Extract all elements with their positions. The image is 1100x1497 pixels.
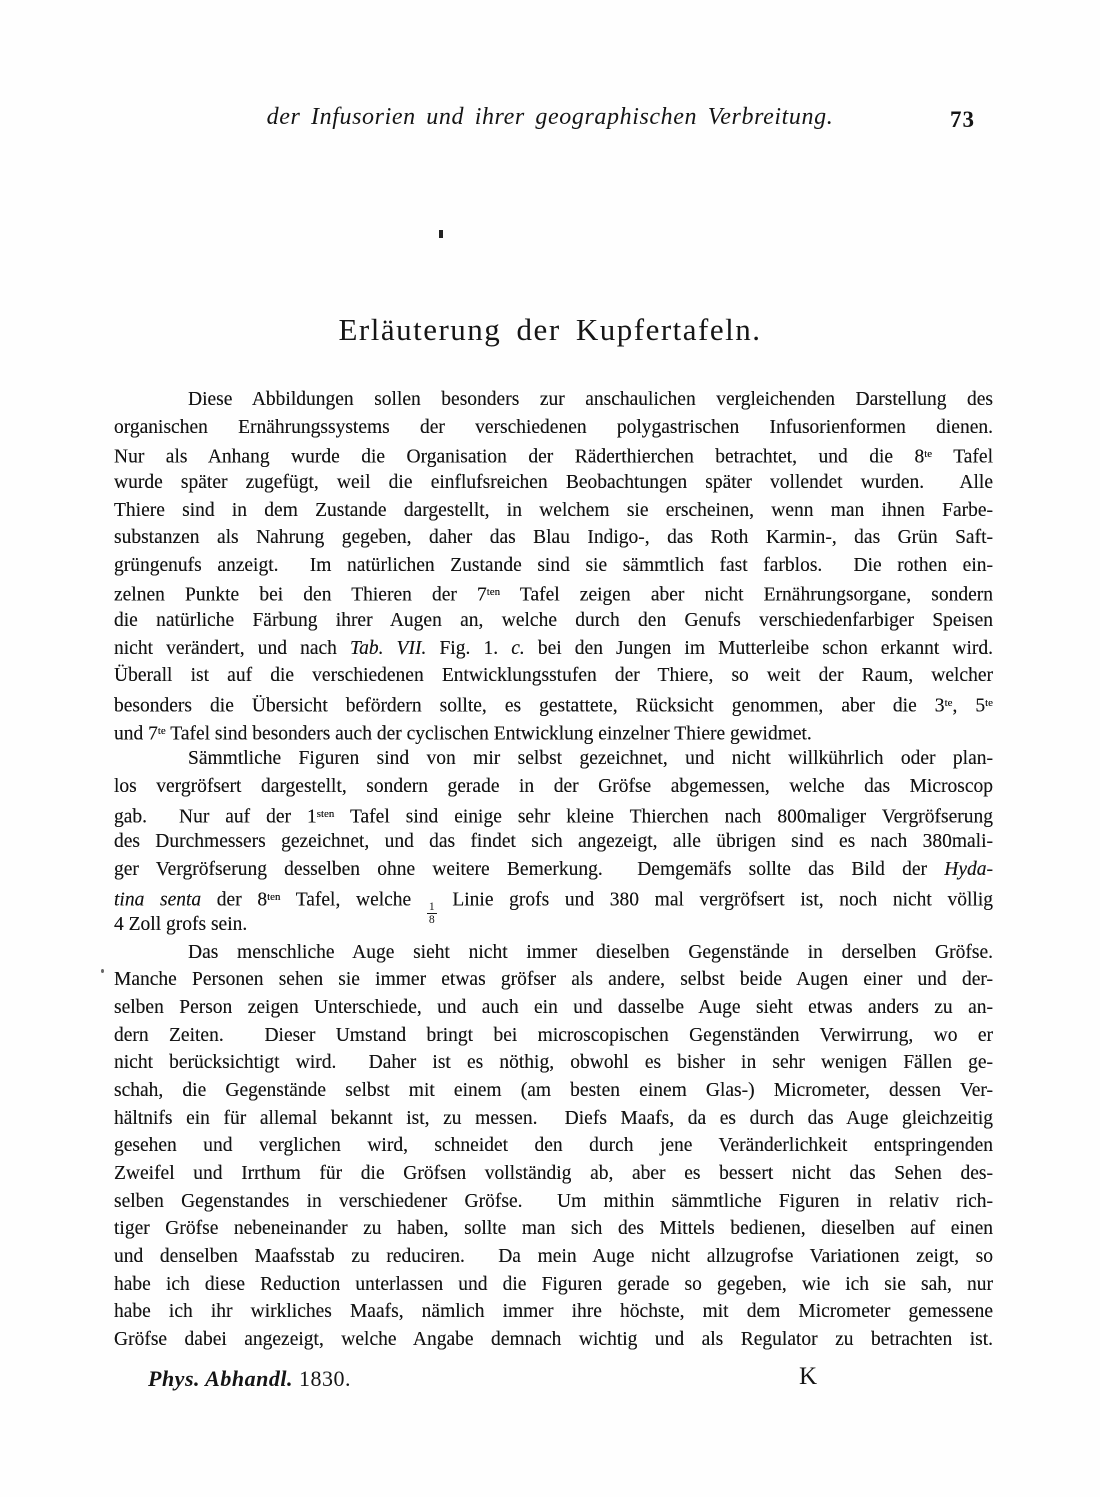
- running-title: der Infusorien und ihrer geographischen Verbreitung.: [266, 104, 834, 130]
- text-line: habe ich ihr wirkliches Maafs, nämlich immer ihre höchste, mit dem Micrometer gemessene: [114, 1301, 993, 1323]
- text-line: Gröfse dabei angezeigt, welche Angabe demnach wichtig und als Regulator zu betrachten ist.: [114, 1328, 993, 1350]
- ordinal-superscript: sten: [316, 807, 335, 820]
- text-line: schah, die Gegenstände selbst mit einem (am besten einem Glas-) Micrometer, dessen Ver-: [114, 1080, 993, 1102]
- page-title: Erläuterung der Kupfertafeln.: [338, 312, 762, 347]
- italic-text: tina senta: [114, 889, 202, 911]
- text-line: ger Vergröfserung desselben ohne weitere Bemerkung. Demgemäfs sollte das Bild der Hyda-: [114, 858, 993, 880]
- text-line: 4 Zoll grofs sein.: [114, 914, 248, 936]
- ordinal-superscript: ten: [486, 586, 501, 599]
- text-line: Zweifel und Irrthum für die Gröfsen vollständig ab, aber es bessert nicht das Sehen des-: [114, 1162, 993, 1184]
- text-line: selben Gegenstandes in verschiedener Gröfse. Um mithin sämmtliche Figuren in relativ rich-: [114, 1190, 993, 1212]
- text-line: tiger Gröfse nebeneinander zu haben, sollte man sich des Mittels bedienen, dieselben auf einen: [114, 1218, 993, 1240]
- fraction-one-eighth: $\frac{1}{8}$: [428, 900, 435, 927]
- ordinal-superscript: te: [157, 724, 166, 737]
- text-line: grüngenufs anzeigt. Im natürlichen Zustande sind sie sämmtlich fast farblos. Die rothen ein-: [114, 554, 993, 576]
- ordinal-superscript: ten: [267, 890, 281, 903]
- footer-citation: [148, 1366, 351, 1392]
- text-line: zelnen Punkte bei den Thieren der $7^{ten}$ Tafel zeigen aber nicht Ernährungsorgane, sondern: [114, 585, 993, 607]
- page-number: 73: [950, 107, 975, 132]
- text-line: tina senta der $8^{ten}$ Tafel, welche $\frac{1}{8}$ Linie grofs und 380 mal vergröfsert ist, noch nicht völlig: [114, 889, 993, 927]
- footer-work-title: Phys. Abhandl.: [148, 1366, 293, 1391]
- ink-speck: [439, 230, 443, 238]
- text-line: gesehen und verglichen wird, schneidet den durch jene Veränderlichkeit entspringenden: [114, 1135, 993, 1157]
- ordinal-superscript: te: [924, 448, 933, 461]
- text-line: die natürliche Färbung ihrer Augen an, welche durch den Genufs verschiedenfarbiger Speisen: [114, 610, 993, 632]
- text-line: Thiere sind in dem Zustande dargestellt, in welchem sie erscheinen, wenn man ihnen Farbe-: [114, 499, 993, 521]
- italic-text: Hyda-: [944, 858, 993, 880]
- ordinal-superscript: te: [944, 697, 953, 710]
- text-line: besonders die Übersicht befördern sollte, es gestattete, Rücksicht genommen, aber die $3^{te}$, $5^{te}$: [114, 695, 993, 717]
- footer-year: 1830.: [298, 1366, 351, 1391]
- text-line: Überall ist auf die verschiedenen Entwicklungsstufen der Thiere, so weit der Raum, welcher: [114, 665, 993, 687]
- italic-text: c.: [511, 637, 525, 659]
- text-line: habe ich diese Reduction unterlassen und die Figuren gerade so gegeben, wie ich sie sah, nur: [114, 1273, 993, 1295]
- text-line: dern Zeiten. Dieser Umstand bringt bei microscopischen Gegenständen Verwirrung, wo er: [114, 1024, 993, 1046]
- italic-text: Tab. VII.: [350, 637, 427, 659]
- text-line: organischen Ernährungssystems der verschiedenen polygastrischen Infusorienformen dienen.: [114, 416, 993, 438]
- ordinal-superscript: te: [985, 697, 993, 710]
- running-header: [0, 104, 1100, 131]
- ink-speck: [101, 969, 104, 973]
- text-line: und $7^{te}$ Tafel sind besonders auch der cyclischen Entwicklung einzelner Thiere gewidmet.: [114, 723, 812, 745]
- text-line: gab. Nur auf der $1^{sten}$ Tafel sind einige sehr kleine Thierchen nach 800maliger Vergröfserung: [114, 806, 993, 828]
- text-line: Nur als Anhang wurde die Organisation der Räderthierchen betrachtet, und die $8^{te}$ Tafel: [114, 446, 993, 468]
- text-line: Das menschliche Auge sieht nicht immer dieselben Gegenstände in derselben Gröfse.: [188, 941, 993, 963]
- text-line: selben Person zeigen Unterschiede, und auch ein und dasselbe Auge sieht etwas anders zu an-: [114, 997, 993, 1019]
- text-line: nicht berücksichtigt wird. Daher ist es nöthig, obwohl es bisher in sehr wenigen Fällen ge-: [114, 1052, 993, 1074]
- text-line: los vergröfsert dargestellt, sondern gerade in der Gröfse abgemessen, welche das Microscop: [114, 775, 993, 797]
- body-text: [114, 386, 993, 1353]
- text-line: Diese Abbildungen sollen besonders zur anschaulichen vergleichenden Darstellung des: [188, 389, 993, 410]
- text-line: des Durchmessers gezeichnet, und das findet sich angezeigt, alle übrigen sind es nach 380mali-: [114, 831, 993, 853]
- text-line: wurde später zugefügt, weil die einflufsreichen Beobachtungen später vollendet wurden. Alle: [114, 471, 993, 493]
- text-line: Manche Personen sehen sie immer etwas gröfser als andere, selbst beide Augen einer und der-: [114, 969, 993, 991]
- text-line: nicht verändert, und nach Tab. VII. Fig. 1. c. bei den Jungen im Mutterleibe schon erkannt wird.: [114, 637, 994, 659]
- text-line: Sämmtliche Figuren sind von mir selbst gezeichnet, und nicht willkührlich oder plan-: [188, 748, 993, 770]
- signature-mark: K: [799, 1363, 818, 1390]
- text-line: hältnifs ein für allemal bekannt ist, zu messen. Diefs Maafs, da es durch das Auge gleichzeitig: [114, 1107, 993, 1129]
- text-line: substanzen als Nahrung gegeben, daher das Blau Indigo-, das Roth Karmin-, das Grün Saft-: [114, 527, 993, 549]
- text-line: und denselben Maafsstab zu reduciren. Da mein Auge nicht allzugrofse Variationen zeigt, so: [114, 1245, 993, 1267]
